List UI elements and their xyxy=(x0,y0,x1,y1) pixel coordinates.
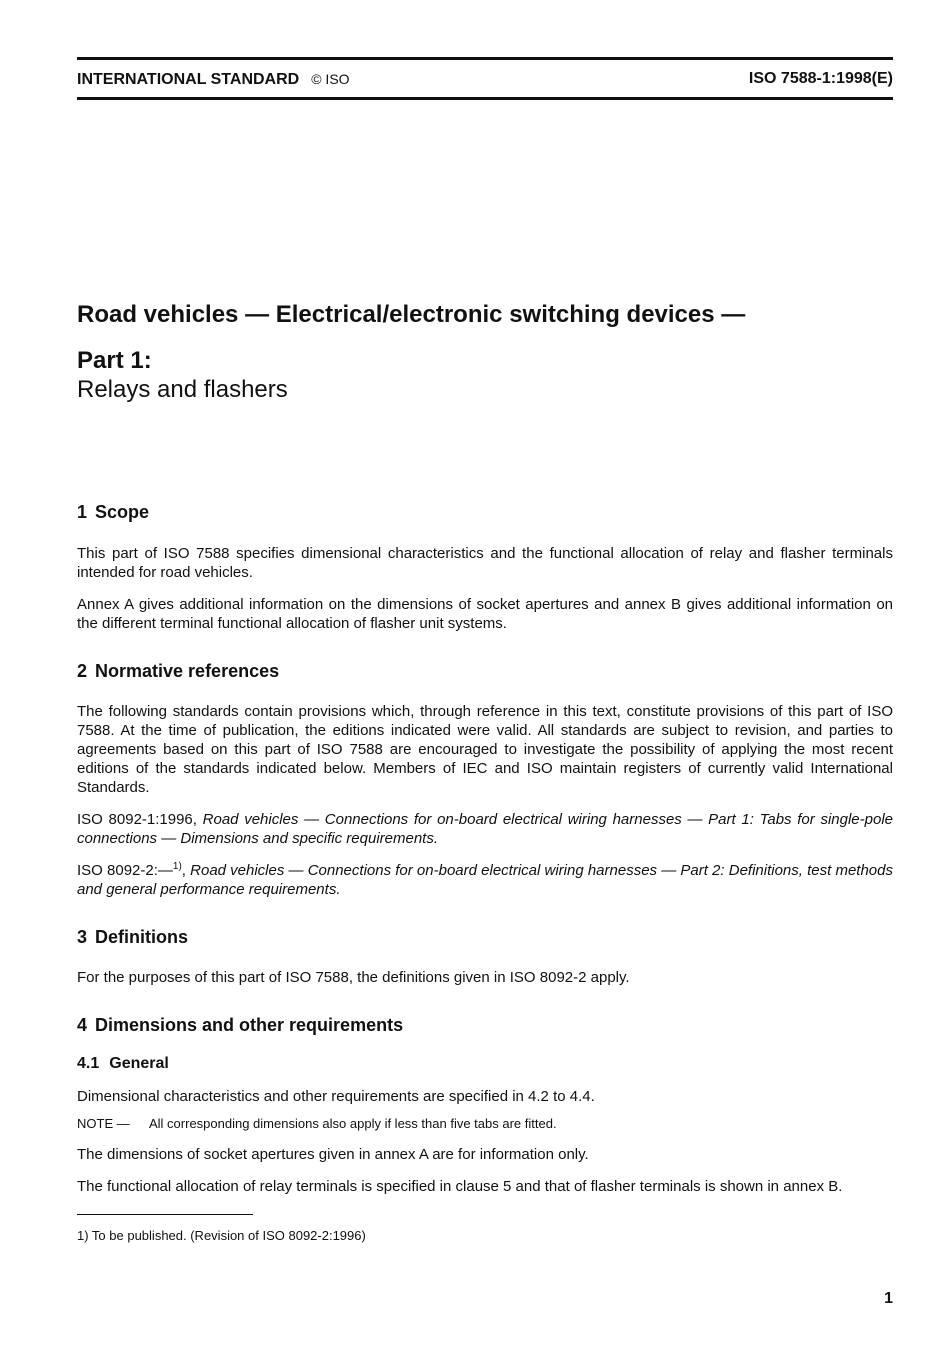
general-note xyxy=(77,1115,893,1132)
reference-id: ISO 8092-2:— xyxy=(77,862,173,879)
part-subtitle: Relays and flashers xyxy=(77,376,288,403)
section-heading-scope xyxy=(77,501,149,523)
scope-paragraph-2: Annex A gives additional information on the dimensions of socket apertures and annex B gives additional information on the different terminal functional allocation of flasher unit systems. xyxy=(77,596,893,632)
footnote: 1) To be published. (Revision of ISO 8092-2:1996) xyxy=(77,1228,366,1243)
normative-paragraph: The following standards contain provisions which, through reference in this text, constitute provisions of this part of ISO 7588. At the time of publication, the editions indicated were valid. All standards are subject to revision, and parties to agreements based on this part of ISO 7588 are encouraged to investigate the possibility of applying the most recent editions of the standards indicated below. Members of IEC and ISO maintain registers of currently valid International Standards. xyxy=(77,703,893,796)
normative-reference-2: ISO 8092-2:—$^{1)}$, Road vehicles — Connections for on-board electrical wiring harnesses — Part 2: Definitions, test methods and general performance requirements. xyxy=(77,861,893,898)
section-title: Dimensions and other requirements xyxy=(95,1015,404,1035)
reference-title: Road vehicles — Connections for on-board electrical wiring harnesses — Part 2: Definitions, test methods and general performance requirements. xyxy=(77,862,893,898)
section-title: Scope xyxy=(95,502,150,522)
section-number: 4 xyxy=(77,1015,88,1035)
document-page xyxy=(77,0,893,1345)
document-id: ISO 7588-1:1998(E) xyxy=(748,70,893,87)
document-title: Road vehicles — Electrical/electronic switching devices — xyxy=(77,301,746,328)
part-label: Part 1: xyxy=(77,347,152,374)
footnote-separator xyxy=(77,1214,253,1215)
general-paragraph-3: The functional allocation of relay terminals is specified in clause 5 and that of flasher terminals is shown in annex B. xyxy=(77,1178,843,1195)
header-rule-top xyxy=(77,57,893,60)
footnote-mark: 1) xyxy=(172,861,182,872)
reference-id: ISO 8092-1:1996, xyxy=(77,811,197,828)
general-paragraph-2: The dimensions of socket apertures given in annex A are for information only. xyxy=(77,1146,589,1163)
subsection-title: General xyxy=(109,1055,169,1072)
reference-title: Road vehicles — Connections for on-board electrical wiring harnesses — Part 1: Tabs for single-pole connections — Dimensions and specific requirements. xyxy=(77,811,893,847)
scope-paragraph-1: This part of ISO 7588 specifies dimensional characteristics and the functional allocation of relay and flasher terminals intended for road vehicles. xyxy=(77,545,893,581)
subsection-number: 4.1 xyxy=(77,1055,100,1072)
section-title: Normative references xyxy=(95,661,280,681)
section-heading-definitions xyxy=(77,926,188,948)
copyright-notice: © ISO xyxy=(311,71,350,87)
standard-label: INTERNATIONAL STANDARD xyxy=(77,71,300,88)
page-number: 1 xyxy=(884,1290,893,1307)
section-heading-normative-references xyxy=(77,660,279,682)
note-text: All corresponding dimensions also apply if less than five tabs are fitted. xyxy=(149,1116,557,1131)
header-rule-bottom xyxy=(77,97,893,100)
definitions-paragraph: For the purposes of this part of ISO 7588, the definitions given in ISO 8092-2 apply. xyxy=(77,969,630,986)
note-label: NOTE — xyxy=(77,1116,130,1131)
section-number: 1 xyxy=(77,502,88,522)
normative-reference-1 xyxy=(77,810,893,848)
section-title: Definitions xyxy=(95,927,189,947)
section-number: 3 xyxy=(77,927,88,947)
header-standard-label xyxy=(77,69,350,90)
section-number: 2 xyxy=(77,661,88,681)
subsection-heading-general xyxy=(77,1054,169,1074)
general-paragraph-1: Dimensional characteristics and other requirements are specified in 4.2 to 4.4. xyxy=(77,1088,595,1105)
section-heading-dimensions xyxy=(77,1014,403,1036)
